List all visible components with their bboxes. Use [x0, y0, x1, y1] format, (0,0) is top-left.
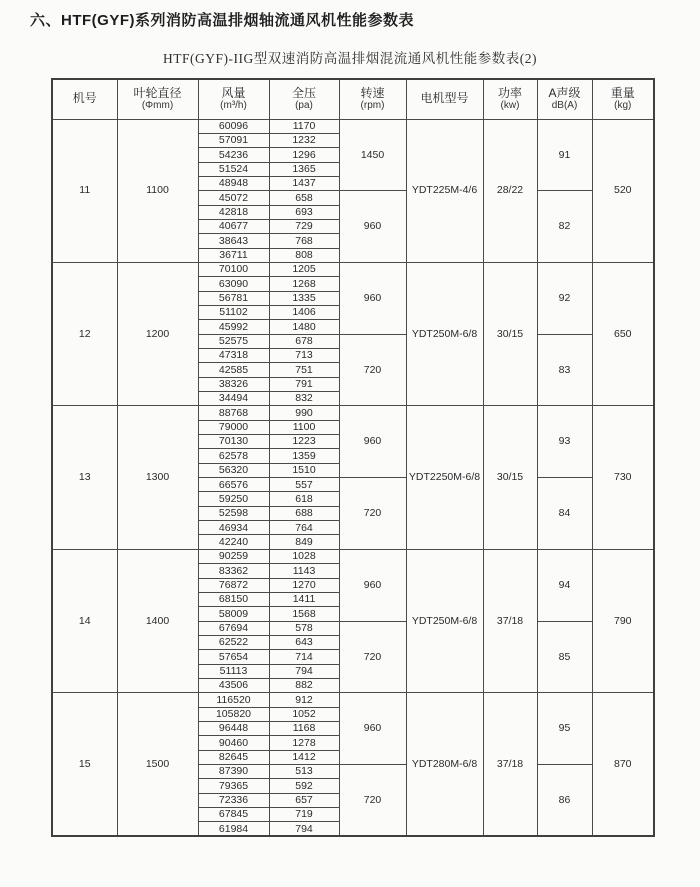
- cell-air-volume: 88768: [198, 406, 269, 420]
- col-header-power-label: 功率: [497, 85, 522, 100]
- cell-air-volume: 62578: [198, 449, 269, 463]
- table-row: [52, 406, 654, 420]
- cell-power: 30/15: [483, 406, 537, 549]
- cell-total-pressure: 713: [269, 349, 339, 363]
- cell-total-pressure: 1232: [269, 133, 339, 147]
- cell-total-pressure: 1278: [269, 736, 339, 750]
- cell-air-volume: 57654: [198, 650, 269, 664]
- cell-impeller-diameter: 1500: [117, 693, 198, 836]
- cell-total-pressure: 729: [269, 219, 339, 233]
- cell-total-pressure: 849: [269, 535, 339, 549]
- cell-model-no: 13: [52, 406, 117, 549]
- cell-air-volume: 51524: [198, 162, 269, 176]
- cell-speed: 960: [339, 406, 406, 478]
- cell-total-pressure: 832: [269, 392, 339, 406]
- cell-air-volume: 42585: [198, 363, 269, 377]
- table-header: [52, 79, 654, 119]
- cell-air-volume: 59250: [198, 492, 269, 506]
- cell-weight: 520: [592, 119, 654, 262]
- cell-total-pressure: 1296: [269, 148, 339, 162]
- cell-air-volume: 79365: [198, 779, 269, 793]
- cell-total-pressure: 1268: [269, 277, 339, 291]
- cell-total-pressure: 808: [269, 248, 339, 262]
- col-header-power-unit: (kw): [500, 100, 520, 112]
- cell-total-pressure: 678: [269, 334, 339, 348]
- cell-total-pressure: 794: [269, 822, 339, 836]
- cell-air-volume: 68150: [198, 592, 269, 606]
- cell-power: 30/15: [483, 262, 537, 405]
- cell-motor-model: YDT250M-6/8: [406, 262, 483, 405]
- cell-total-pressure: 1223: [269, 435, 339, 449]
- col-header-impeller-diameter-label: 叶轮直径: [133, 85, 182, 100]
- cell-total-pressure: 1406: [269, 305, 339, 319]
- cell-air-volume: 58009: [198, 607, 269, 621]
- cell-total-pressure: 578: [269, 621, 339, 635]
- col-header-impeller-diameter: [117, 79, 198, 119]
- col-header-noise-level-label: A声级: [548, 85, 581, 100]
- cell-model-no: 15: [52, 693, 117, 836]
- cell-air-volume: 34494: [198, 392, 269, 406]
- cell-air-volume: 70130: [198, 435, 269, 449]
- cell-air-volume: 62522: [198, 635, 269, 649]
- table-row: [52, 262, 654, 276]
- cell-total-pressure: 688: [269, 506, 339, 520]
- cell-speed: 720: [339, 621, 406, 693]
- cell-model-no: 14: [52, 549, 117, 692]
- cell-speed: 960: [339, 191, 406, 263]
- cell-air-volume: 51113: [198, 664, 269, 678]
- cell-weight: 650: [592, 262, 654, 405]
- cell-total-pressure: 618: [269, 492, 339, 506]
- table-body: [52, 119, 654, 836]
- cell-air-volume: 90259: [198, 549, 269, 563]
- fan-performance-table: [51, 78, 655, 837]
- cell-air-volume: 45072: [198, 191, 269, 205]
- cell-air-volume: 90460: [198, 736, 269, 750]
- cell-noise-level: 92: [537, 262, 592, 334]
- cell-air-volume: 42240: [198, 535, 269, 549]
- cell-total-pressure: 1412: [269, 750, 339, 764]
- cell-speed: 720: [339, 478, 406, 550]
- cell-total-pressure: 1100: [269, 420, 339, 434]
- cell-air-volume: 56781: [198, 291, 269, 305]
- col-header-model-no-label: 机号: [72, 91, 97, 106]
- table-header-row: [52, 79, 654, 119]
- cell-total-pressure: 1437: [269, 176, 339, 190]
- cell-total-pressure: 592: [269, 779, 339, 793]
- cell-speed: 720: [339, 764, 406, 836]
- cell-weight: 790: [592, 549, 654, 692]
- cell-total-pressure: 1365: [269, 162, 339, 176]
- cell-air-volume: 52575: [198, 334, 269, 348]
- page-title: 六、HTF(GYF)系列消防高温排烟轴流通风机性能参数表: [30, 12, 414, 29]
- cell-noise-level: 84: [537, 478, 592, 550]
- cell-noise-level: 82: [537, 191, 592, 263]
- cell-air-volume: 47318: [198, 349, 269, 363]
- cell-speed: 960: [339, 693, 406, 765]
- cell-total-pressure: 751: [269, 363, 339, 377]
- col-header-speed-unit: (rpm): [360, 100, 385, 112]
- col-header-noise-level-unit: dB(A): [551, 100, 578, 112]
- cell-total-pressure: 912: [269, 693, 339, 707]
- col-header-impeller-diameter-unit: (Φmm): [141, 100, 174, 112]
- cell-total-pressure: 643: [269, 635, 339, 649]
- cell-total-pressure: 1510: [269, 463, 339, 477]
- cell-total-pressure: 1480: [269, 320, 339, 334]
- col-header-speed: [339, 79, 406, 119]
- cell-total-pressure: 882: [269, 678, 339, 692]
- cell-motor-model: YDT250M-6/8: [406, 549, 483, 692]
- col-header-air-volume-unit: (m³/h): [220, 100, 247, 112]
- cell-total-pressure: 1359: [269, 449, 339, 463]
- cell-impeller-diameter: 1300: [117, 406, 198, 549]
- cell-air-volume: 60096: [198, 119, 269, 133]
- cell-air-volume: 52598: [198, 506, 269, 520]
- cell-air-volume: 83362: [198, 564, 269, 578]
- cell-air-volume: 51102: [198, 305, 269, 319]
- cell-impeller-diameter: 1200: [117, 262, 198, 405]
- cell-air-volume: 87390: [198, 764, 269, 778]
- cell-motor-model: YDT2250M-6/8: [406, 406, 483, 549]
- cell-noise-level: 85: [537, 621, 592, 693]
- col-header-noise-level: [537, 79, 592, 119]
- cell-air-volume: 38326: [198, 377, 269, 391]
- cell-speed: 960: [339, 262, 406, 334]
- col-header-weight: [592, 79, 654, 119]
- cell-air-volume: 57091: [198, 133, 269, 147]
- cell-air-volume: 56320: [198, 463, 269, 477]
- cell-air-volume: 70100: [198, 262, 269, 276]
- cell-total-pressure: 990: [269, 406, 339, 420]
- cell-total-pressure: 513: [269, 764, 339, 778]
- cell-air-volume: 40677: [198, 219, 269, 233]
- cell-total-pressure: 1168: [269, 721, 339, 735]
- cell-noise-level: 93: [537, 406, 592, 478]
- table-row: [52, 119, 654, 133]
- cell-total-pressure: 794: [269, 664, 339, 678]
- cell-total-pressure: 1270: [269, 578, 339, 592]
- cell-power: 28/22: [483, 119, 537, 262]
- cell-air-volume: 54236: [198, 148, 269, 162]
- col-header-speed-label: 转速: [360, 85, 385, 100]
- cell-air-volume: 61984: [198, 822, 269, 836]
- col-header-model-no: [52, 79, 117, 119]
- cell-total-pressure: 657: [269, 793, 339, 807]
- cell-air-volume: 67694: [198, 621, 269, 635]
- cell-weight: 870: [592, 693, 654, 836]
- cell-total-pressure: 764: [269, 521, 339, 535]
- cell-air-volume: 76872: [198, 578, 269, 592]
- cell-total-pressure: 1205: [269, 262, 339, 276]
- cell-model-no: 12: [52, 262, 117, 405]
- cell-motor-model: YDT280M-6/8: [406, 693, 483, 836]
- cell-air-volume: 116520: [198, 693, 269, 707]
- cell-air-volume: 48948: [198, 176, 269, 190]
- cell-total-pressure: 1052: [269, 707, 339, 721]
- cell-noise-level: 91: [537, 119, 592, 191]
- cell-speed: 960: [339, 549, 406, 621]
- cell-model-no: 11: [52, 119, 117, 262]
- cell-air-volume: 38643: [198, 234, 269, 248]
- cell-air-volume: 105820: [198, 707, 269, 721]
- table-row: [52, 549, 654, 563]
- cell-total-pressure: 1568: [269, 607, 339, 621]
- cell-total-pressure: 768: [269, 234, 339, 248]
- cell-speed: 720: [339, 334, 406, 406]
- cell-impeller-diameter: 1100: [117, 119, 198, 262]
- cell-total-pressure: 1143: [269, 564, 339, 578]
- cell-noise-level: 94: [537, 549, 592, 621]
- cell-power: 37/18: [483, 549, 537, 692]
- cell-noise-level: 86: [537, 764, 592, 836]
- cell-motor-model: YDT225M-4/6: [406, 119, 483, 262]
- col-header-weight-unit: (kg): [614, 100, 632, 112]
- col-header-total-pressure: [269, 79, 339, 119]
- cell-air-volume: 72336: [198, 793, 269, 807]
- cell-total-pressure: 714: [269, 650, 339, 664]
- cell-total-pressure: 719: [269, 808, 339, 822]
- cell-total-pressure: 557: [269, 478, 339, 492]
- col-header-motor-model: [406, 79, 483, 119]
- cell-air-volume: 42818: [198, 205, 269, 219]
- cell-noise-level: 95: [537, 693, 592, 765]
- cell-air-volume: 43506: [198, 678, 269, 692]
- col-header-power: [483, 79, 537, 119]
- cell-air-volume: 46934: [198, 521, 269, 535]
- cell-air-volume: 66576: [198, 478, 269, 492]
- cell-air-volume: 63090: [198, 277, 269, 291]
- col-header-air-volume-label: 风量: [221, 85, 246, 100]
- cell-weight: 730: [592, 406, 654, 549]
- cell-air-volume: 45992: [198, 320, 269, 334]
- cell-total-pressure: 1028: [269, 549, 339, 563]
- cell-total-pressure: 693: [269, 205, 339, 219]
- cell-air-volume: 79000: [198, 420, 269, 434]
- col-header-total-pressure-unit: (pa): [295, 100, 313, 112]
- cell-air-volume: 82645: [198, 750, 269, 764]
- cell-impeller-diameter: 1400: [117, 549, 198, 692]
- cell-total-pressure: 1335: [269, 291, 339, 305]
- col-header-motor-model-label: 电机型号: [420, 91, 469, 106]
- cell-total-pressure: 658: [269, 191, 339, 205]
- cell-total-pressure: 1411: [269, 592, 339, 606]
- cell-air-volume: 67845: [198, 808, 269, 822]
- cell-power: 37/18: [483, 693, 537, 836]
- cell-total-pressure: 1170: [269, 119, 339, 133]
- cell-speed: 1450: [339, 119, 406, 191]
- table-row: [52, 693, 654, 707]
- cell-air-volume: 96448: [198, 721, 269, 735]
- col-header-air-volume: [198, 79, 269, 119]
- col-header-total-pressure-label: 全压: [291, 85, 316, 100]
- cell-noise-level: 83: [537, 334, 592, 406]
- cell-total-pressure: 791: [269, 377, 339, 391]
- col-header-weight-label: 重量: [610, 85, 635, 100]
- table-subtitle: HTF(GYF)-IIG型双速消防高温排烟混流通风机性能参数表(2): [163, 51, 537, 66]
- cell-air-volume: 36711: [198, 248, 269, 262]
